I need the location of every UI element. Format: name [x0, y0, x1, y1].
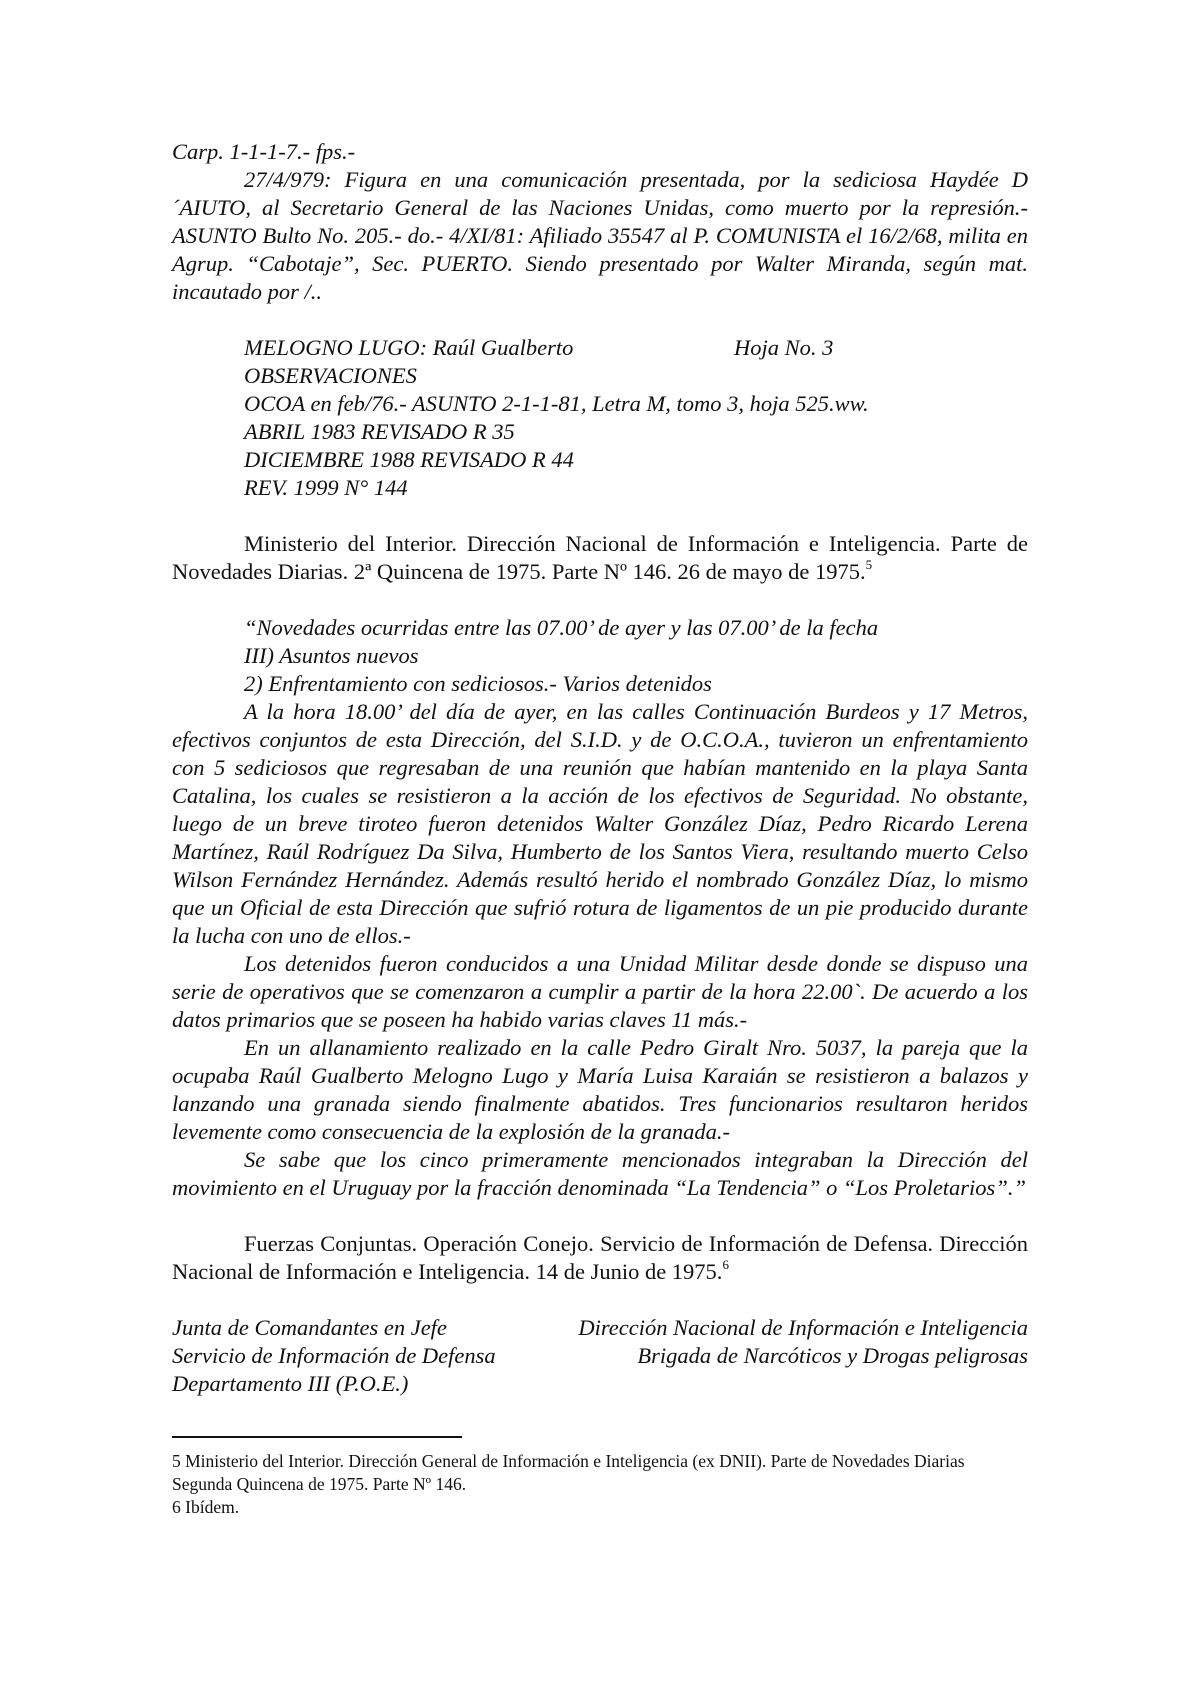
- quote-heading: III) Asuntos nuevos: [244, 643, 419, 668]
- quote-heading: 2) Enfrentamiento con sediciosos.- Varios detenidos: [244, 671, 712, 696]
- footnote-ref-5: 5: [865, 556, 873, 572]
- quote-paragraph: Los detenidos fueron conducidos a una Unidad Militar desde donde se dispuso una serie de operativos que se comenzaron a cumplir a partir de la hora 22.00`. De acuerdo a los datos primarios que se poseen ha habido varias claves 11 más.-: [172, 951, 1028, 1032]
- source-citation-2: [172, 1230, 1028, 1286]
- letterhead: [172, 1314, 1028, 1398]
- source-1-text: Ministerio del Interior. Dirección Nacional de Información e Inteligencia. Parte de Novedades Diarias. 2ª Quincena de 1975. Parte Nº 146. 26 de mayo de 1975.: [172, 531, 1028, 584]
- hoja-block: [172, 334, 1028, 502]
- footnote: 6 Ibídem.: [172, 1497, 240, 1517]
- hoja-line: ABRIL 1983 REVISADO R 35: [244, 419, 515, 444]
- hoja-line: OBSERVACIONES: [244, 363, 417, 388]
- quote-paragraph: A la hora 18.00’ del día de ayer, en las calles Continuación Burdeos y 17 Metros, efectivos conjuntos de esta Dirección, del S.I.D. y de O.C.O.A., tuvieron un enfrentamiento con 5 sediciosos que regresaban de una reunión que habían mantenido en la playa Santa Catalina, los cuales se resistieron a la acción de los efectivos de Seguridad. No obstante, luego de un breve tiroteo fueron detenidos Walter González Díaz, Pedro Ricardo Lerena Martínez, Raúl Rodríguez Da Silva, Humberto de los Santos Viera, resultando muerto Celso Wilson Fernández Hernández. Además resultó herido el nombrado González Díaz, lo mismo que un Oficial de esta Dirección que sufrió rotura de ligamentos de un pie producido durante la lucha con uno de ellos.-: [172, 699, 1028, 948]
- footnote-ref-6: 6: [722, 1256, 729, 1272]
- letterhead-item: Departamento III (P.O.E.): [172, 1371, 409, 1396]
- hoja-line: OCOA en feb/76.- ASUNTO 2-1-1-81, Letra M, tomo 3, hoja 525.ww.: [244, 391, 869, 416]
- letterhead-item: Brigada de Narcóticos y Drogas peligrosas: [637, 1343, 1028, 1368]
- record-paragraph: 27/4/979: Figura en una comunicación presentada, por la sediciosa Haydée D´AIUTO, al Secretario General de las Naciones Unidas, como muerto por la represión.- ASUNTO Bulto No. 205.- do.- 4/XI/81: Afiliado 35547 al P. COMUNISTA el 16/2/68, milita en Agrup. “Cabotaje”, Sec. PUERTO. Siendo presentado por Walter Miranda, según mat. incautado por /..: [172, 167, 1028, 304]
- hoja-line: DICIEMBRE 1988 REVISADO R 44: [244, 447, 574, 472]
- carp-line: Carp. 1-1-1-7.- fps.-: [172, 139, 356, 164]
- letterhead-item: Junta de Comandantes en Jefe: [172, 1315, 447, 1340]
- source-2-text: Fuerzas Conjuntas. Operación Conejo. Servicio de Información de Defensa. Dirección Nacional de Información e Inteligencia. 14 de Junio de 1975.: [172, 1231, 1028, 1284]
- footnote-divider: [172, 1436, 462, 1438]
- quote-paragraph: Se sabe que los cinco primeramente mencionados integraban la Dirección del movimiento en el Uruguay por la fracción denominada “La Tendencia” o “Los Proletarios”.”: [172, 1147, 1028, 1200]
- quote-paragraph: En un allanamiento realizado en la calle Pedro Giralt Nro. 5037, la pareja que la ocupaba Raúl Gualberto Melogno Lugo y María Luisa Karaián se resistieron a balazos y lanzando una granada siendo finalmente abatidos. Tres funcionarios resultaron heridos levemente como consecuencia de la explosión de la granada.-: [172, 1035, 1028, 1144]
- letterhead-item: Dirección Nacional de Información e Inteligencia: [578, 1315, 1028, 1340]
- document-page: [172, 138, 1028, 1519]
- source-citation-1: [172, 530, 1028, 586]
- hoja-name: MELOGNO LUGO: Raúl Gualberto: [244, 335, 574, 360]
- hoja-sheet-number: Hoja No. 3: [734, 335, 834, 360]
- quoted-report: [172, 614, 1028, 1202]
- hoja-line: REV. 1999 N° 144: [244, 475, 408, 500]
- footnote: 5 Ministerio del Interior. Dirección General de Información e Inteligencia (ex DNII). Parte de Novedades Diarias Segunda Quincena de 1975. Parte Nº 146.: [172, 1451, 965, 1494]
- footnotes: [172, 1450, 1028, 1519]
- letterhead-item: Servicio de Información de Defensa: [172, 1343, 496, 1368]
- quote-heading: “Novedades ocurridas entre las 07.00’ de ayer y las 07.00’ de la fecha: [244, 615, 879, 640]
